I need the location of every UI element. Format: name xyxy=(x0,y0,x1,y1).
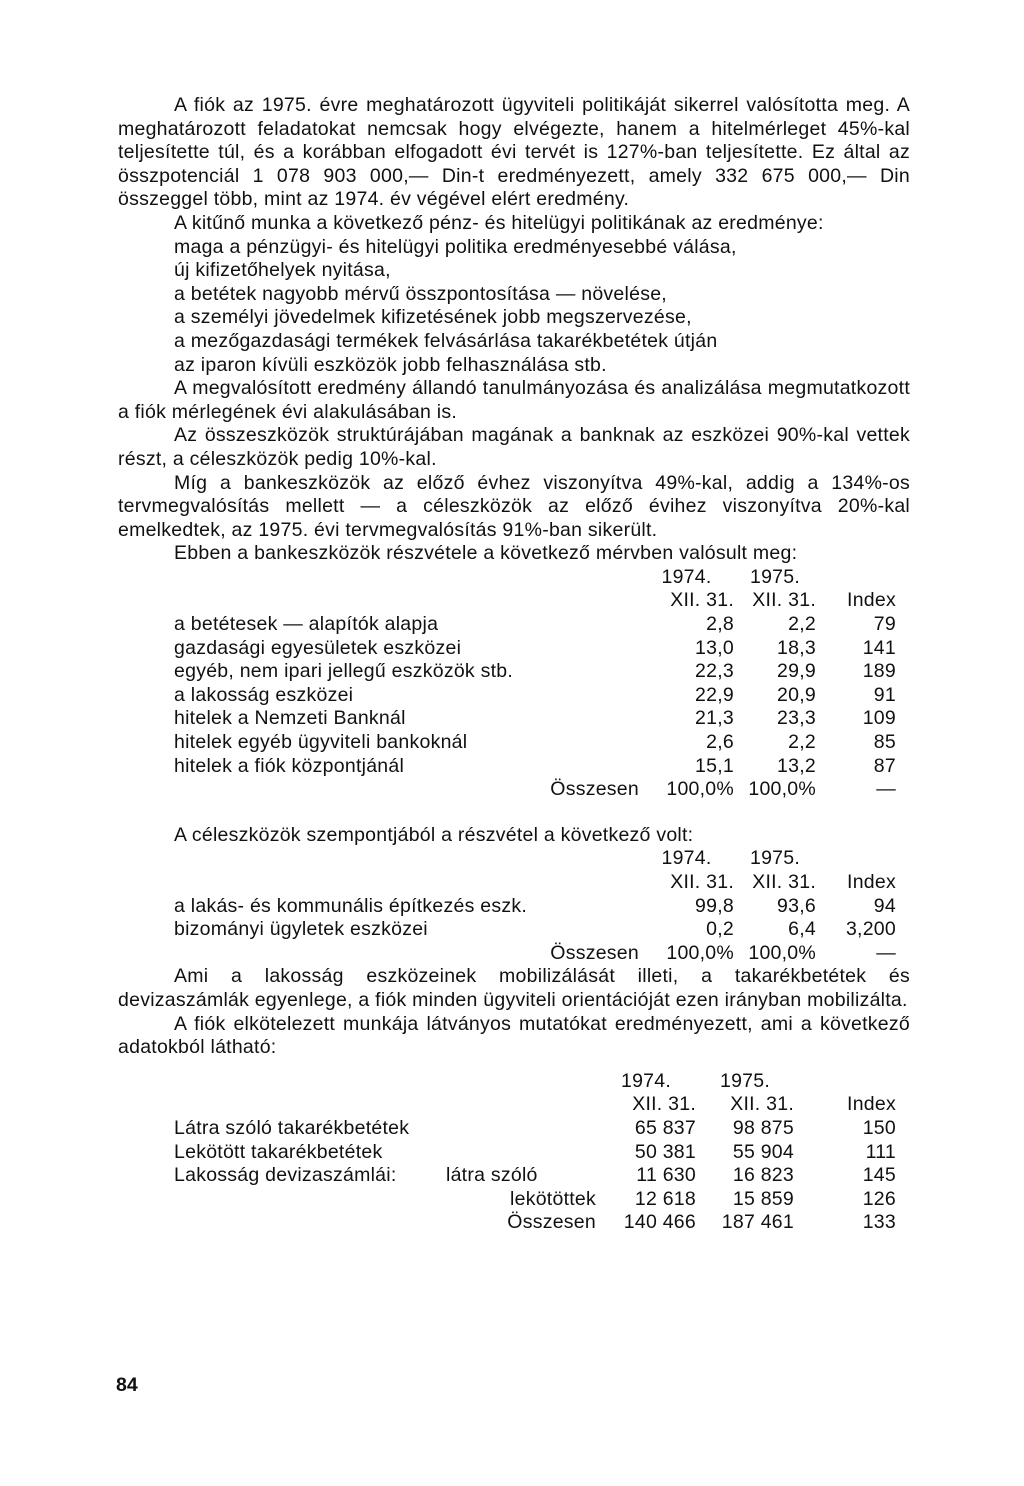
total-label: Összesen xyxy=(550,778,639,801)
cell-1974: 12 618 xyxy=(634,1187,696,1210)
cell-1974: 21,3 xyxy=(695,707,734,730)
cell-index: 87 xyxy=(873,754,896,777)
paragraph: A megvalósított eredmény állandó tanulmányozása és analizálása megmutatkozott a fiók mérlegének évi alakulásában is. xyxy=(118,377,910,423)
row-label: hitelek a Nemzeti Banknál xyxy=(174,707,406,730)
paragraph: A kitűnő munka a következő pénz- és hitelügyi politikának az eredménye: xyxy=(174,211,824,234)
table-row xyxy=(174,1164,896,1188)
cell-1974: 0,2 xyxy=(706,918,734,941)
cell-1974: 15,1 xyxy=(695,754,734,777)
list-item: a mezőgazdasági termékek felvásárlása takarékbetétek útján xyxy=(174,329,718,352)
cell-index: 126 xyxy=(862,1187,896,1210)
row-label: Lakosság devizaszámlái: xyxy=(174,1164,397,1187)
cell-1975: 6,4 xyxy=(788,918,816,941)
table-row xyxy=(174,895,896,919)
cell-1974: 11 630 xyxy=(636,1164,696,1187)
table-total-row xyxy=(174,1211,896,1235)
column-header: 1974. xyxy=(661,847,712,870)
row-label: gazdasági egyesületek eszközei xyxy=(174,636,462,659)
row-label: a lakás- és kommunális építkezés eszk. xyxy=(174,894,528,917)
cell-1974: 50 381 xyxy=(634,1140,696,1163)
cell-1974: 2,8 xyxy=(706,613,734,636)
table-row xyxy=(174,1117,896,1141)
list-item: az iparon kívüli eszközök jobb felhasználása stb. xyxy=(174,353,607,376)
list-item: új kifizetőhelyek nyitása, xyxy=(174,259,391,282)
cell-index: 111 xyxy=(865,1140,896,1163)
cell-1974: 100,0% xyxy=(666,778,734,801)
table-row xyxy=(174,613,896,637)
table-header-row xyxy=(174,1070,896,1094)
column-header xyxy=(816,847,896,871)
total-label: Összesen xyxy=(550,941,639,964)
table-row xyxy=(174,755,896,779)
row-label: a lakosság eszközei xyxy=(174,683,354,706)
cell-index: 91 xyxy=(873,683,896,706)
cell-index: 150 xyxy=(862,1116,896,1139)
column-header: 1975. xyxy=(719,1069,771,1092)
page-content xyxy=(118,94,910,1235)
paragraph: A céleszközök szempontjából a részvétel a következő volt: xyxy=(174,823,694,846)
column-header: XII. 31. xyxy=(670,871,734,893)
results-list xyxy=(174,236,910,378)
cell-1975: 98 875 xyxy=(732,1116,794,1139)
target-assets-table xyxy=(174,847,896,965)
paragraph: Ebben a bankeszközök részvétele a következő mérvben valósult meg: xyxy=(174,542,798,565)
cell-1974: 100,0% xyxy=(666,941,734,964)
cell-1975: 2,2 xyxy=(788,731,816,754)
paragraph: A fiók elkötelezett munkája látványos mutatókat eredményezett, ami a következő adatokból látható: xyxy=(118,1012,910,1059)
cell-1975: 100,0% xyxy=(748,778,816,801)
bank-assets-table xyxy=(174,566,896,802)
cell-1974: 22,3 xyxy=(695,660,734,683)
column-header: XII. 31. xyxy=(752,589,816,612)
cell-1974: 2,6 xyxy=(706,731,734,754)
cell-index: 145 xyxy=(862,1164,896,1187)
column-header: XII. 31. xyxy=(670,589,734,612)
table-total-row xyxy=(174,942,896,966)
cell-1974: 140 466 xyxy=(623,1211,696,1234)
table-header-row xyxy=(174,589,896,613)
cell-index: 94 xyxy=(873,894,896,917)
table-row xyxy=(174,707,896,731)
cell-index: 85 xyxy=(873,731,896,754)
cell-1974: 13,0 xyxy=(695,636,734,659)
cell-index: — xyxy=(876,778,896,801)
cell-1974: 65 837 xyxy=(634,1116,696,1139)
column-header: Index xyxy=(847,1093,896,1116)
column-header: Index xyxy=(847,589,896,612)
cell-1975: 13,2 xyxy=(777,754,816,777)
cell-1975: 20,9 xyxy=(777,683,816,706)
row-sublabel: lekötöttek xyxy=(510,1187,596,1210)
column-header: 1975. xyxy=(749,847,801,870)
column-header: XII. 31. xyxy=(730,1093,794,1116)
cell-1975: 55 904 xyxy=(732,1140,794,1163)
row-label: hitelek a fiók központjánál xyxy=(174,754,405,777)
row-label: Látra szóló takarékbetétek xyxy=(174,1116,410,1139)
column-header: 1974. xyxy=(661,565,712,588)
cell-1975: 15 859 xyxy=(732,1187,794,1210)
cell-index: 141 xyxy=(862,636,896,659)
table-row xyxy=(174,731,896,755)
table-row xyxy=(174,1188,896,1212)
row-label xyxy=(174,1188,446,1212)
page-number: 84 xyxy=(116,1374,138,1396)
table-row xyxy=(174,660,896,684)
cell-1974: 99,8 xyxy=(695,894,734,917)
table-header-row xyxy=(174,847,896,871)
column-header: XII. 31. xyxy=(752,871,816,893)
table-row xyxy=(174,637,896,661)
column-header xyxy=(794,1070,896,1094)
column-header: Index xyxy=(847,871,896,893)
paragraph: Az összeszközök struktúrájában magának a banknak az eszközei 90%-kal vettek részt, a céleszközök pedig 10%-kal. xyxy=(118,424,910,470)
table-header-row xyxy=(174,1093,896,1117)
column-header xyxy=(816,566,896,590)
row-label: a betétesek — alapítók alapja xyxy=(174,613,439,636)
row-label: Lekötött takarékbetétek xyxy=(174,1140,383,1163)
list-item: maga a pénzügyi- és hitelügyi politika eredményesebbé válása, xyxy=(174,235,737,258)
cell-index: — xyxy=(876,941,896,964)
column-header: XII. 31. xyxy=(632,1093,696,1116)
cell-1975: 100,0% xyxy=(748,941,816,964)
savings-table xyxy=(174,1070,896,1235)
cell-index: 3,200 xyxy=(845,918,896,941)
row-label: egyéb, nem ipari jellegű eszközök stb. xyxy=(174,660,514,683)
cell-1975: 18,3 xyxy=(777,636,816,659)
cell-1974: 22,9 xyxy=(695,683,734,706)
cell-1975: 23,3 xyxy=(777,707,816,730)
list-item: a betétek nagyobb mérvű összpontosítása — növelése, xyxy=(174,282,667,305)
table-header-row xyxy=(174,566,896,590)
table-row xyxy=(174,1141,896,1165)
cell-index: 133 xyxy=(862,1211,896,1234)
table-row xyxy=(174,918,896,942)
cell-index: 189 xyxy=(862,660,896,683)
paragraph: A fiók az 1975. évre meghatározott ügyviteli politikáját sikerrel valósította meg. A meghatározott feladatokat nemcsak hogy elvégezte, hanem a hitelmérleget 45%-kal teljesítette túl, és a korábban elfogadott évi tervét is 127%-ban teljesítette. Ez által az összpotenciál 1 078 903 000,— Din-t eredményezett, amely 332 675 000,— Din összeggel több, mint az 1974. év végével elért eredmény. xyxy=(118,94,910,211)
total-label: Összesen xyxy=(507,1211,596,1234)
paragraph: Ami a lakosság eszközeinek mobilizálását illeti, a takarékbetétek és devizaszámlák egyenlege, a fiók minden ügyviteli orientációját ezen irányban mobilizálta. xyxy=(118,965,910,1011)
row-sublabel: látra szóló xyxy=(446,1164,538,1187)
list-item: a személyi jövedelmek kifizetésének jobb megszervezése, xyxy=(174,306,692,329)
cell-1975: 187 461 xyxy=(721,1211,794,1234)
cell-1975: 2,2 xyxy=(788,613,816,636)
cell-1975: 29,9 xyxy=(777,660,816,683)
column-header: 1975. xyxy=(749,565,801,588)
cell-index: 79 xyxy=(873,613,896,636)
cell-1975: 93,6 xyxy=(777,894,816,917)
cell-index: 109 xyxy=(862,707,896,730)
cell-1975: 16 823 xyxy=(732,1164,794,1187)
row-label: bizományi ügyletek eszközei xyxy=(174,918,428,941)
column-header: 1974. xyxy=(620,1069,672,1092)
table-header-row xyxy=(174,871,896,895)
table-total-row xyxy=(174,778,896,802)
table-row xyxy=(174,684,896,708)
paragraph: Míg a bankeszközök az előző évhez viszonyítva 49%-kal, addig a 134%-os tervmegvalósítás mellett — a céleszközök az előző évihez viszonyítva 20%-kal emelkedtek, az 1975. évi tervmegvalósítás 91%-ban sikerült. xyxy=(118,471,910,541)
row-label: hitelek egyéb ügyviteli bankoknál xyxy=(174,731,468,754)
